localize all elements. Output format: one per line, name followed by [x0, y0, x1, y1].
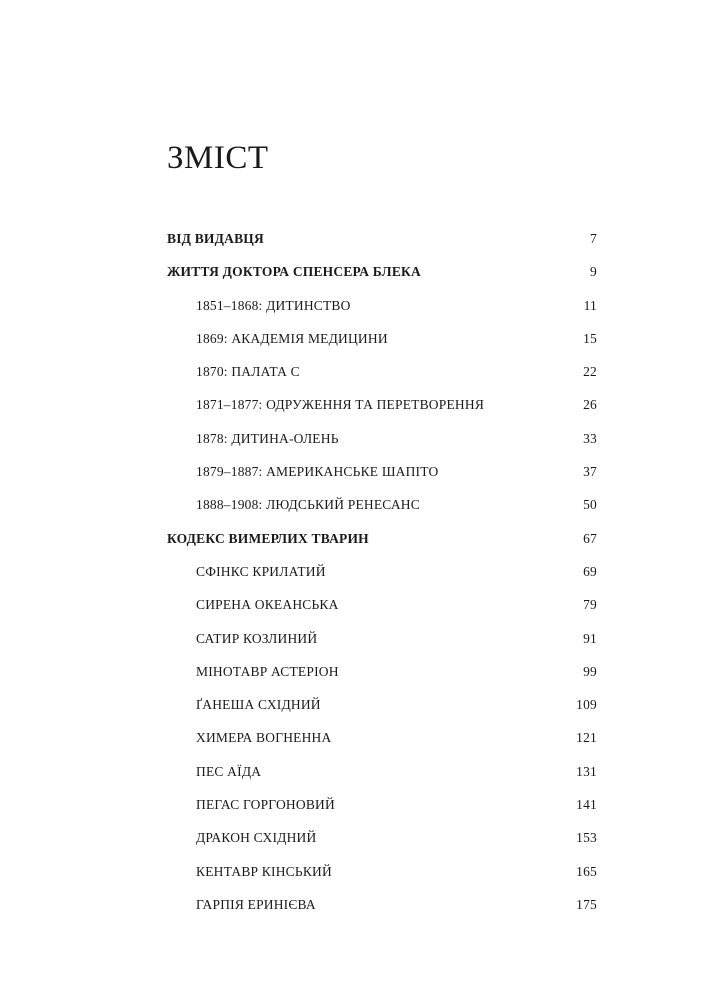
toc-entry-page: 121 [576, 730, 597, 746]
toc-entry-page: 153 [576, 830, 597, 846]
toc-entry[interactable] [167, 888, 597, 921]
toc-entry[interactable] [167, 289, 597, 322]
toc-entry[interactable] [167, 755, 597, 788]
toc-entry-page: 91 [583, 630, 597, 646]
toc-entry[interactable] [167, 322, 597, 355]
toc-entry-label: 1869: АКАДЕМІЯ МЕДИЦИНИ [196, 330, 388, 346]
toc-entry[interactable] [167, 255, 597, 288]
toc-entry[interactable] [167, 855, 597, 888]
toc-entry-page: 69 [583, 563, 597, 579]
toc-entry-page: 37 [583, 464, 597, 480]
toc-entry[interactable] [167, 455, 597, 488]
toc-entry[interactable] [167, 555, 597, 588]
toc-entry-page: 141 [576, 797, 597, 813]
toc-entry-label: ҐАНЕША СХІДНИЙ [196, 697, 321, 713]
toc-entry-page: 22 [583, 364, 597, 380]
toc-entry-label: ПЕС АЇДА [196, 763, 262, 779]
toc-entry-page: 7 [590, 231, 597, 246]
toc-entry[interactable] [167, 355, 597, 388]
toc-entry-label: САТИР КОЗЛИНИЙ [196, 630, 318, 646]
toc-entry-page: 50 [583, 497, 597, 513]
toc-entry-label: 1871–1877: ОДРУЖЕННЯ ТА ПЕРЕТВОРЕННЯ [196, 397, 485, 413]
table-of-contents [167, 222, 597, 921]
toc-entry-label: ПЕГАС ГОРГОНОВИЙ [196, 797, 335, 813]
toc-entry-page: 99 [583, 663, 597, 679]
toc-entry[interactable] [167, 488, 597, 521]
toc-entry-label: КОДЕКС ВИМЕРЛИХ ТВАРИН [167, 530, 369, 546]
toc-entry[interactable] [167, 622, 597, 655]
toc-entry[interactable] [167, 522, 597, 555]
toc-entry-page: 15 [583, 330, 597, 346]
toc-entry-page: 79 [583, 597, 597, 613]
toc-entry-label: 1851–1868: ДИТИНСТВО [196, 297, 351, 313]
toc-entry[interactable] [167, 388, 597, 421]
toc-entry[interactable] [167, 655, 597, 688]
toc-entry-label: ДРАКОН СХІДНИЙ [196, 830, 317, 846]
toc-entry-page: 109 [576, 697, 597, 713]
toc-entry-label: МІНОТАВР АСТЕРІОН [196, 663, 339, 679]
toc-entry-page: 67 [583, 530, 597, 546]
toc-entry-label: ГАРПІЯ ЕРИНІЄВА [196, 896, 316, 912]
page-title: ЗМІСТ [167, 140, 269, 176]
toc-entry[interactable] [167, 222, 597, 255]
toc-entry-label: 1888–1908: ЛЮДСЬКИЙ РЕНЕСАНС [196, 497, 420, 513]
toc-entry-label: СИРЕНА ОКЕАНСЬКА [196, 597, 339, 613]
toc-entry-page: 11 [583, 297, 597, 313]
toc-entry[interactable] [167, 688, 597, 721]
toc-entry[interactable] [167, 788, 597, 821]
toc-entry-label: 1870: ПАЛАТА С [196, 364, 300, 380]
toc-entry-page: 131 [576, 763, 597, 779]
toc-entry-label: 1878: ДИТИНА-ОЛЕНЬ [196, 430, 339, 446]
toc-entry-label: 1879–1887: АМЕРИКАНСЬКЕ ШАПІТО [196, 464, 439, 480]
toc-entry-label: ХИМЕРА ВОГНЕННА [196, 730, 332, 746]
toc-entry-page: 33 [583, 430, 597, 446]
toc-entry-page: 175 [576, 896, 597, 912]
toc-entry[interactable] [167, 588, 597, 621]
toc-entry[interactable] [167, 821, 597, 854]
toc-entry-label: ЖИТТЯ ДОКТОРА СПЕНСЕРА БЛЕКА [167, 264, 421, 280]
toc-entry[interactable] [167, 721, 597, 754]
toc-entry-page: 26 [583, 397, 597, 413]
toc-entry[interactable] [167, 422, 597, 455]
toc-entry-page: 9 [590, 264, 597, 280]
toc-entry-page: 165 [576, 863, 597, 879]
toc-entry-label: СФІНКС КРИЛАТИЙ [196, 563, 326, 579]
toc-entry-label: ВІД ВИДАВЦЯ [167, 231, 264, 246]
toc-entry-label: КЕНТАВР КІНСЬКИЙ [196, 863, 332, 879]
